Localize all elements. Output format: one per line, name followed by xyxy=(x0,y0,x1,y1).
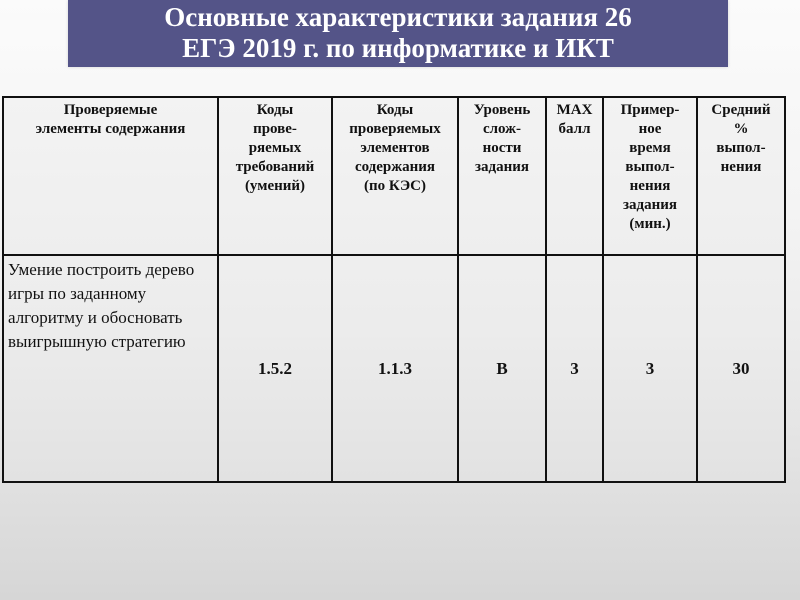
cell-time-min: 3 xyxy=(603,255,697,482)
header-text: Коды xyxy=(376,102,414,118)
table-row xyxy=(3,255,785,482)
header-text: требований xyxy=(235,159,315,175)
header-requirement-codes xyxy=(218,97,332,255)
header-text: MAX xyxy=(556,102,593,118)
cell-difficulty: В xyxy=(458,255,546,482)
table-header-row xyxy=(3,97,785,255)
slide-title-line-2: ЕГЭ 2019 г. по информатике и ИКТ xyxy=(182,33,614,63)
header-approx-time xyxy=(603,97,697,255)
header-kes-codes xyxy=(332,97,458,255)
header-text: (по КЭС) xyxy=(364,178,426,194)
header-content-elements xyxy=(3,97,218,255)
header-text: нения xyxy=(720,159,762,175)
header-avg-completion xyxy=(697,97,785,255)
header-text: слож- xyxy=(482,121,522,137)
header-difficulty-level xyxy=(458,97,546,255)
header-text: Коды xyxy=(256,102,294,118)
header-text: проверяемых xyxy=(349,121,441,137)
header-text: задания xyxy=(622,197,678,213)
cell-description: Умение построить дерево игры по заданному алгоритму и обосновать выигрышную стратегию xyxy=(3,255,218,482)
header-text: (умений) xyxy=(244,178,306,194)
header-text: задания xyxy=(474,159,530,175)
header-text: время xyxy=(629,140,671,156)
cell-requirement-code: 1.5.2 xyxy=(218,255,332,482)
header-text: Уровень xyxy=(473,102,531,118)
header-text: выпол- xyxy=(716,140,766,156)
header-text: балл xyxy=(558,121,591,137)
header-text: элементы содержания xyxy=(35,121,186,137)
header-max-score xyxy=(546,97,603,255)
slide-title-banner xyxy=(68,0,728,67)
cell-kes-code: 1.1.3 xyxy=(332,255,458,482)
header-text: элементов xyxy=(360,140,430,156)
header-text: нения xyxy=(629,178,671,194)
task-characteristics-table xyxy=(2,96,786,483)
cell-avg-percent: 30 xyxy=(697,255,785,482)
header-text: Проверяемые xyxy=(63,102,158,118)
header-text: выпол- xyxy=(625,159,675,175)
header-text: ряемых xyxy=(248,140,302,156)
slide-title-line-1: Основные характеристики задания 26 xyxy=(164,2,632,32)
header-text: содержания xyxy=(354,159,436,175)
header-text: ности xyxy=(482,140,522,156)
header-text: (мин.) xyxy=(629,216,671,232)
header-text: Средний xyxy=(711,102,771,118)
header-text: ное xyxy=(638,121,662,137)
header-text: Пример- xyxy=(620,102,680,118)
header-text: прове- xyxy=(253,121,297,137)
header-text: % xyxy=(733,121,749,137)
cell-max-score: 3 xyxy=(546,255,603,482)
